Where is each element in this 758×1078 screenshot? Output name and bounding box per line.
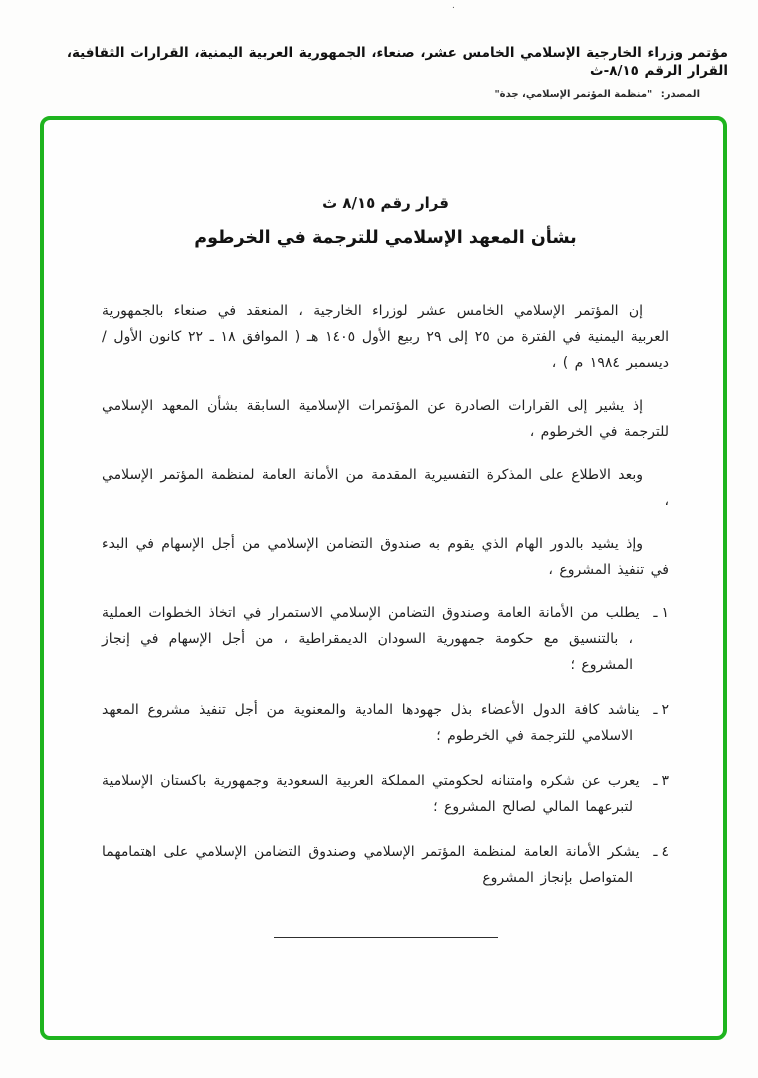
item-dash: ـ bbox=[653, 702, 658, 718]
item-dash: ـ bbox=[653, 844, 658, 860]
item-number: ٢ bbox=[661, 702, 669, 718]
item-text: يشكر الأمانة العامة لمنظمة المؤتمر الإسلامي وصندوق التضامن الإسلامي على اهتمامهما المتواصل بإنجاز المشروع bbox=[102, 844, 640, 886]
resolution-item-1 bbox=[102, 600, 669, 678]
item-dash: ـ bbox=[653, 605, 658, 621]
preamble-paragraph-4: وإذ يشيد بالدور الهام الذي يقوم به صندوق التضامن الإسلامي من أجل الإسهام في البدء في تنفيذ المشروع ، bbox=[102, 536, 669, 578]
item-text: يعرب عن شكره وامتنانه لحكومتي المملكة العربية السعودية وجمهورية باكستان الإسلامية لتبرعهما المالي لصالح المشروع ؛ bbox=[102, 773, 640, 815]
end-divider-line bbox=[274, 937, 498, 938]
scan-mark: ٠ bbox=[451, 3, 456, 13]
item-number: ٣ bbox=[661, 773, 669, 789]
item-text: يناشد كافة الدول الأعضاء بذل جهودها المادية والمعنوية من أجل تنفيذ مشروع المعهد الاسلامي للترجمة في الخرطوم ؛ bbox=[102, 702, 640, 744]
item-text: يطلب من الأمانة العامة وصندوق التضامن الإسلامي الاستمرار في اتخاذ الخطوات العملية ، بالتنسيق مع حكومة جمهورية السودان الديمقراطية ، من أجل الإسهام في إنجاز المشروع ؛ bbox=[102, 605, 640, 673]
decision-number-title: قرار رقم ٨/١٥ ث bbox=[322, 194, 449, 212]
resolution-item-2 bbox=[102, 697, 669, 749]
preamble-paragraph-1: إن المؤتمر الإسلامي الخامس عشر لوزراء الخارجية ، المنعقد في صنعاء بالجمهورية العربية اليمنية في الفترة من ٢٥ إلى ٢٩ ربيع الأول ١٤٠٥ هـ ( الموافق ١٨ ـ ٢٢ كانون الأول /ديسمبر ١٩٨٤ م ) ، bbox=[102, 303, 669, 371]
preamble-paragraph-2: إذ يشير إلى القرارات الصادرة عن المؤتمرات الإسلامية السابقة بشأن المعهد الإسلامي للترجمة في الخرطوم ، bbox=[102, 398, 669, 440]
item-number: ٤ bbox=[661, 844, 669, 860]
green-border-frame bbox=[40, 116, 727, 1040]
page-header bbox=[28, 44, 728, 100]
item-number: ١ bbox=[661, 605, 669, 621]
document-body bbox=[44, 120, 723, 938]
header-source-line bbox=[28, 89, 728, 100]
resolution-item-4 bbox=[102, 839, 669, 891]
preamble-paragraph-3: وبعد الاطلاع على المذكرة التفسيرية المقدمة من الأمانة العامة لمنظمة المؤتمر الإسلامي ، bbox=[102, 467, 669, 509]
item-dash: ـ bbox=[653, 773, 658, 789]
decision-subject-title: بشأن المعهد الإسلامي للترجمة في الخرطوم bbox=[194, 228, 577, 248]
resolution-item-3 bbox=[102, 768, 669, 820]
header-title: مؤتمر وزراء الخارجية الإسلامي الخامس عشر، صنعاء، الجمهورية العربية اليمنية، القرارات الثقافية، القرار الرقم ٨/١٥-ث bbox=[66, 45, 728, 79]
source-label: المصدر: bbox=[660, 89, 700, 100]
source-value: "منظمة المؤتمر الإسلامي، جدة" bbox=[494, 89, 653, 100]
